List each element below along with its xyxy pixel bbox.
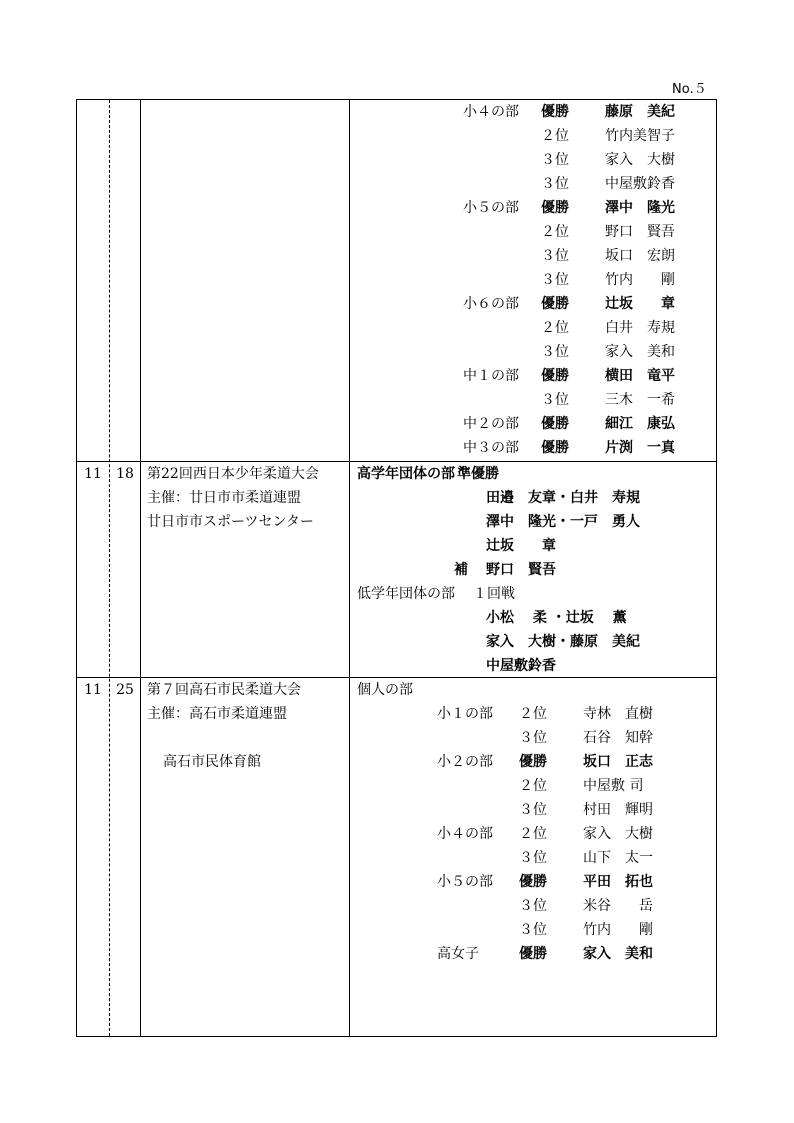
lower-team-result: １回戦: [473, 586, 515, 602]
result-rank: ２位: [541, 224, 569, 240]
individual-heading: 個人の部: [357, 682, 413, 698]
lower-team-member: 家入 大樹・藤原 美紀: [486, 634, 640, 650]
result-name: 村田 輝明: [583, 802, 653, 818]
result-rank: ３位: [519, 802, 547, 818]
result-division: 中３の部: [463, 440, 519, 456]
result-name: 竹内美智子: [605, 128, 675, 144]
result-name: 石谷 知幹: [583, 730, 653, 746]
column-divider-month: [109, 100, 110, 1036]
result-rank: ２位: [541, 320, 569, 336]
result-name: 寺林 直樹: [583, 706, 653, 722]
result-division: 小１の部: [437, 706, 493, 722]
upper-team-reserve: 野口 賢吾: [486, 562, 556, 578]
result-division: 中２の部: [463, 416, 519, 432]
row-divider-2: [77, 677, 716, 678]
result-rank: 優勝: [541, 104, 569, 120]
result-rank: ３位: [541, 392, 569, 408]
result-rank: ２位: [541, 128, 569, 144]
result-rank: ３位: [541, 176, 569, 192]
result-rank: ３位: [541, 344, 569, 360]
result-name: 竹内 剛: [605, 272, 675, 288]
result-name: 平田 拓也: [583, 874, 653, 890]
result-division: 小２の部: [437, 754, 493, 770]
event-3-day: 25: [116, 682, 134, 698]
event-2-organizer: 主催：廿日市市柔道連盟: [147, 490, 301, 506]
upper-team-member: 田邉 友章・白井 寿規: [486, 490, 640, 506]
result-name: 家入 大樹: [605, 152, 675, 168]
result-rank: 優勝: [541, 440, 569, 456]
lower-team-member: 中屋敷鈴香: [486, 658, 556, 674]
column-divider-day: [140, 100, 141, 1036]
result-rank: ３位: [519, 922, 547, 938]
result-rank: 優勝: [519, 754, 547, 770]
result-name: 家入 美和: [583, 946, 653, 962]
event-3-month: 11: [84, 682, 102, 698]
upper-team-heading: 高学年団体の部: [357, 466, 455, 482]
result-name: 白井 寿規: [605, 320, 675, 336]
result-name: 澤中 隆光: [605, 200, 675, 216]
result-rank: ３位: [541, 272, 569, 288]
upper-team-reserve-label: 補: [454, 562, 468, 578]
lower-team-heading: 低学年団体の部: [357, 586, 455, 602]
result-division: 小５の部: [463, 200, 519, 216]
event-2-venue: 廿日市市スポーツセンター: [147, 514, 314, 530]
result-rank: 優勝: [541, 368, 569, 384]
result-rank: ３位: [519, 730, 547, 746]
result-rank: ３位: [519, 850, 547, 866]
result-division: 小６の部: [463, 296, 519, 312]
result-name: 山下 太一: [583, 850, 653, 866]
result-name: 坂口 宏朗: [605, 248, 675, 264]
result-name: 中屋敷鈴香: [605, 176, 675, 192]
result-name: 細江 康弘: [605, 416, 675, 432]
result-name: 米谷 岳: [583, 898, 653, 914]
event-3-organizer: 主催：高石市柔道連盟: [147, 706, 287, 722]
page-number: No.５: [672, 82, 707, 97]
row-divider-1: [77, 461, 716, 462]
result-division: 小４の部: [437, 826, 493, 842]
result-rank: ２位: [519, 706, 547, 722]
column-divider-event: [349, 100, 350, 1036]
result-name: 家入 美和: [605, 344, 675, 360]
result-division: 中１の部: [463, 368, 519, 384]
upper-team-member: 澤中 隆光・一戸 勇人: [486, 514, 640, 530]
result-rank: ３位: [541, 248, 569, 264]
result-rank: 優勝: [541, 200, 569, 216]
result-rank: ３位: [541, 152, 569, 168]
event-3-name: 第７回高石市民柔道大会: [147, 682, 301, 698]
result-division: 小４の部: [463, 104, 519, 120]
result-rank: ２位: [519, 826, 547, 842]
result-rank: 優勝: [519, 946, 547, 962]
result-name: 横田 竜平: [605, 368, 675, 384]
result-rank: 優勝: [541, 416, 569, 432]
upper-team-result: 準優勝: [457, 466, 499, 482]
result-division: 小５の部: [437, 874, 493, 890]
result-rank: 優勝: [519, 874, 547, 890]
result-name: 辻坂 章: [605, 296, 675, 312]
event-2-day: 18: [116, 466, 134, 482]
result-rank: ２位: [519, 778, 547, 794]
upper-team-member: 辻坂 章: [486, 538, 556, 554]
result-name: 竹内 剛: [583, 922, 653, 938]
event-3-venue: 高石市民体育館: [163, 754, 261, 770]
result-name: 片渕 一真: [605, 440, 675, 456]
result-name: 三木 一希: [605, 392, 675, 408]
result-division: 高女子: [437, 946, 479, 962]
result-name: 坂口 正志: [583, 754, 653, 770]
event-2-month: 11: [84, 466, 102, 482]
lower-team-member: 小松 柔 ・辻坂 薫: [486, 610, 627, 626]
result-name: 藤原 美紀: [605, 104, 675, 120]
result-name: 中屋敷 司: [583, 778, 644, 794]
result-rank: 優勝: [541, 296, 569, 312]
result-name: 家入 大樹: [583, 826, 653, 842]
results-table: [76, 99, 717, 1037]
result-rank: ３位: [519, 898, 547, 914]
result-name: 野口 賢吾: [605, 224, 675, 240]
event-2-name: 第22回西日本少年柔道大会: [147, 466, 319, 482]
